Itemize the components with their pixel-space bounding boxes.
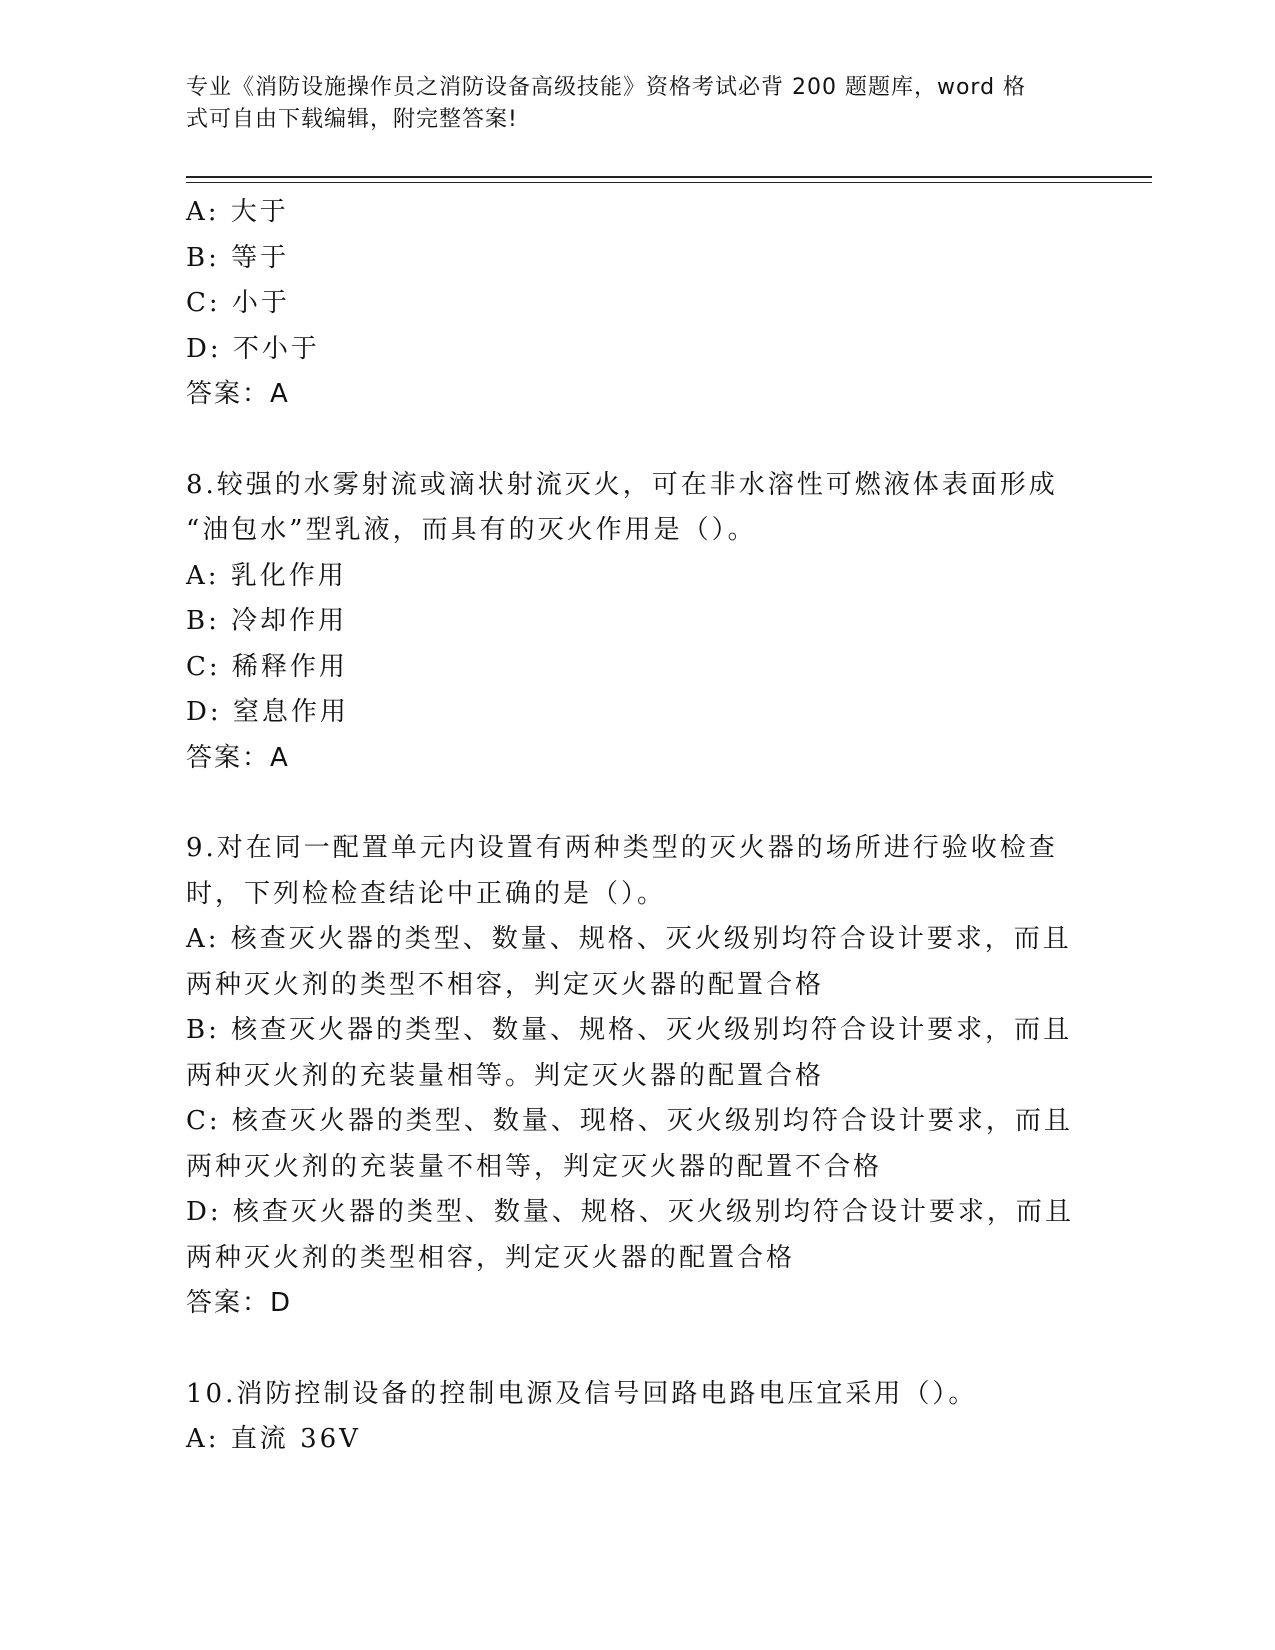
question-stem-line: 8.较强的水雾射流或滴状射流灭火，可在非水溶性可燃液体表面形成 <box>186 469 1058 500</box>
option-b-continued: 两种灭火剂的充装量相等。判定灭火器的配置合格 <box>186 1060 825 1091</box>
question-stem-line: 时，下列检检查结论中正确的是（）。 <box>186 878 667 909</box>
option-d-continued: 两种灭火剂的类型相容，判定灭火器的配置合格 <box>186 1242 796 1273</box>
header-line-1: 专业《消防设施操作员之消防设备高级技能》资格考试必背 200 题题库，word 格 <box>186 75 1027 100</box>
question-stem-line: “油包水”型乳液，而具有的灭火作用是（）。 <box>186 515 757 545</box>
document-header <box>186 72 1066 136</box>
question-9 <box>186 826 1086 1327</box>
answer: 答案：A <box>186 742 290 773</box>
option-c: C: 稀释作用 <box>186 651 348 682</box>
question-stem-line: 9.对在同一配置单元内设置有两种类型的灭火器的场所进行验收检查 <box>186 833 1058 863</box>
document-body <box>186 190 1086 1463</box>
answer: 答案：D <box>186 1288 293 1318</box>
header-divider-thick <box>186 176 1152 178</box>
option-c: C: 小于 <box>186 288 290 318</box>
option-d: D: 核查灭火器的类型、数量、规格、灭火级别均符合设计要求，而且 <box>186 1197 1074 1227</box>
question-8 <box>186 463 1086 782</box>
option-b: B: 冷却作用 <box>186 606 348 636</box>
header-line-2: 式可自由下载编辑，附完整答案! <box>186 107 518 132</box>
question-stem-line: 10.消防控制设备的控制电源及信号回路电路电压宜采用（）。 <box>186 1378 978 1409</box>
option-c: C: 核查灭火器的类型、数量、现格、灭火级别均符合设计要求，而且 <box>186 1106 1073 1136</box>
option-a-continued: 两种灭火剂的类型不相容，判定灭火器的配置合格 <box>186 969 825 1000</box>
option-a: A: 直流 36V <box>186 1424 361 1454</box>
question-7-continued <box>186 190 1086 418</box>
option-a: A: 大于 <box>186 197 289 227</box>
option-b: B: 核查灭火器的类型、数量、规格、灭火级别均符合设计要求，而且 <box>186 1015 1073 1045</box>
option-c-continued: 两种灭火剂的充装量不相等，判定灭火器的配置不合格 <box>186 1151 883 1182</box>
option-a: A: 核查灭火器的类型、数量、规格、灭火级别均符合设计要求，而且 <box>186 924 1072 954</box>
answer: 答案：A <box>186 379 290 409</box>
option-d: D: 窒息作用 <box>186 697 349 727</box>
option-a: A: 乳化作用 <box>186 560 347 591</box>
header-divider-thin <box>186 182 1152 183</box>
option-d: D: 不小于 <box>186 333 320 364</box>
option-b: B: 等于 <box>186 242 290 273</box>
question-10 <box>186 1372 1086 1463</box>
